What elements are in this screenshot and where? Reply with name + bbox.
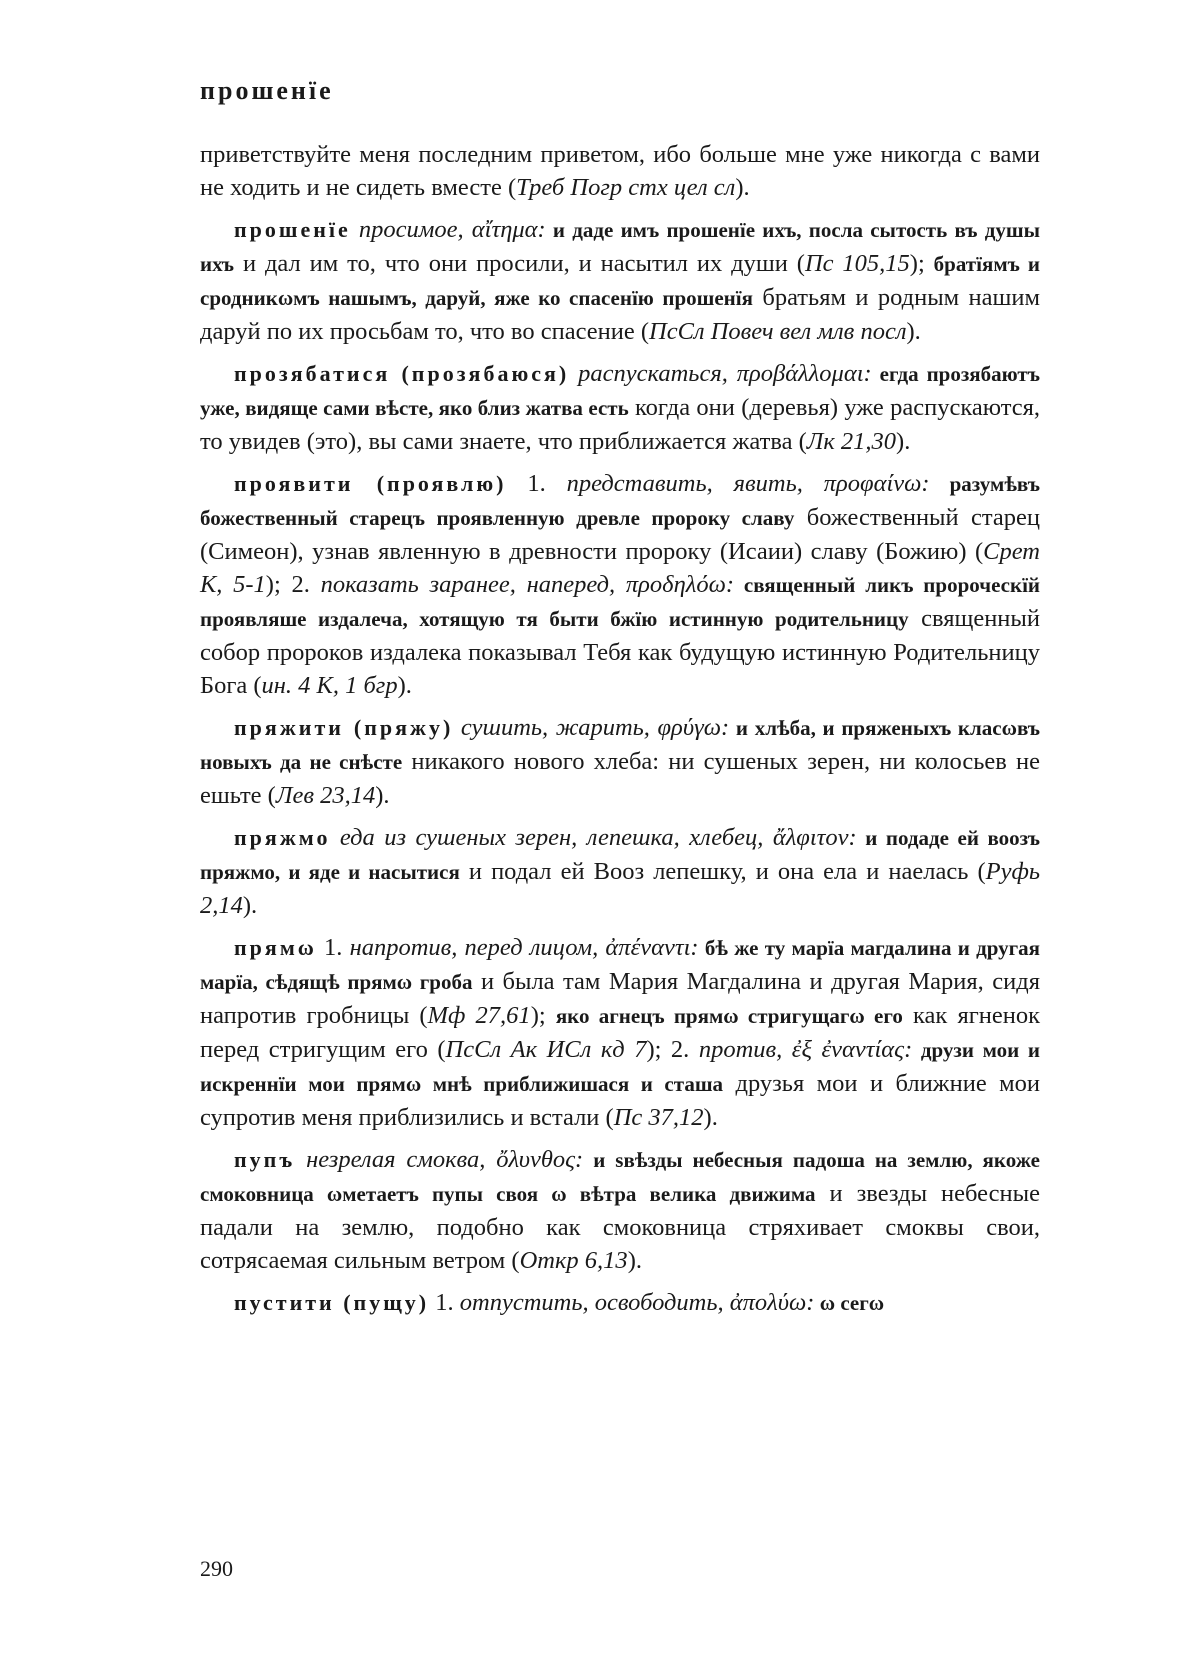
translation-text: ); [909,250,934,277]
church-slavonic-text: священный ликъ пророческїй проявляше издалеча, хотящую тя быти бжїю истинную родительницу [200,573,1040,631]
translation-text: братьям и родным нашим даруй по их просьбам то, что во спасение ( [200,284,1040,345]
italic-text: Лев 23,14 [275,782,376,809]
church-slavonic-text: и ѕвѣзды небесныя падоша на землю, якоже смоковница ωметаетъ пупы своя ω вѣтра велика движима [200,1148,1040,1206]
translation-text: и звезды небесные падали на землю, подобно как смоковница стряхивает смоквы свои, сотрясаемая сильным ветром ( [200,1180,1040,1274]
translation-text: и была там Мария Магдалина и другая Мария, сидя напротив гробницы ( [200,968,1040,1029]
translation-text: приветствуйте меня последним приветом, ибо больше мне уже никогда с вами не ходить и не сидеть вместе ( [200,141,1040,201]
translation-text [453,714,461,741]
translation-text: ). [896,428,911,455]
translation-text: ); 2. [265,571,321,598]
translation-text: друзья мои и ближние мои супротив меня приблизились и встали ( [200,1070,1040,1131]
translation-text: и подал ей Вооз лепешку, и она ела и наелась ( [459,858,986,885]
translation-text: и дал им то, что они просили, и насытил их души ( [234,250,805,277]
italic-text: против, ἐξ ἐναντίας: [698,1036,913,1063]
dictionary-entry [200,1143,1040,1277]
italic-text: незрелая смоква, ὄλυνθος: [306,1146,584,1173]
dictionary-entry [200,138,1040,204]
headword: прозябатися (прозябаюся) [234,361,570,386]
dictionary-entry [200,213,1040,348]
translation-text: ). [906,318,921,345]
italic-text: сушить, жарить, φρύγω: [460,714,730,741]
italic-text: Руфь 2,14 [200,858,1040,919]
church-slavonic-text: братїямъ и сродникωмъ нашымъ, даруй, яже ко спасенїю прошенїя [200,252,1040,310]
church-slavonic-text: друзи мои и искреннїи мои прямω мнѣ приближишася и сташа [200,1038,1040,1096]
italic-text: ПсСл Повеч вел млв посл [649,318,907,345]
translation-text [569,360,578,387]
italic-text: Срет К, 5-1 [200,538,1040,598]
translation-text [295,1146,306,1173]
church-slavonic-text: и хлѣба, и пряженыхъ класωвъ новыхъ да не снѣсте [200,716,1040,774]
italic-text: Лк 21,30 [806,428,897,455]
translation-text: ). [375,782,390,809]
headword: пряжмо [234,825,331,850]
dictionary-entry [200,711,1040,812]
church-slavonic-text: разумѣвъ божественный старецъ проявленную древле пророку славу [200,472,1040,530]
dictionary-entry [200,821,1040,922]
headword: прямω [234,935,317,960]
translation-text: как ягненок перед стригущим его ( [200,1002,1041,1063]
translation-text: ). [627,1247,642,1274]
translation-text: ). [242,892,258,919]
translation-text: 1. [506,470,567,497]
italic-text: отпустить, освободить, ἀπολύω: [459,1289,815,1316]
italic-text: еда из сушеных зерен, лепешка, хлебец, ἄλφιτον: [339,824,857,851]
translation-text [351,216,359,243]
italic-text: Треб Погр стх цел сл [516,174,736,201]
translation-text: ). [397,672,412,699]
headword: пряжити (пряжу) [234,715,454,740]
translation-text: ); 2. [646,1036,699,1063]
italic-text: напротив, перед лицом, ἀπέναντι: [349,934,699,961]
italic-text: показать заранее, наперед, προδηλόω: [320,571,735,598]
italic-text: просимое, αἴτημα: [358,216,546,243]
headword: пупъ [234,1147,296,1172]
church-slavonic-text: и даде имъ прошенїе ихъ, посла сытость въ душы ихъ [200,218,1040,276]
translation-text [330,824,339,851]
translation-text: ). [735,174,750,201]
dictionary-entry [200,931,1040,1134]
translation-text: божественный старец (Симеон), узнав явленную в древности пророку (Исаии) славу (Божию) ( [200,504,1040,565]
church-slavonic-text: яко агнецъ прямω стригущагω его [555,1004,903,1028]
dictionary-entry [200,467,1040,702]
italic-text: ин. 4 К, 1 бгр [261,672,398,699]
translation-text: 1. [429,1289,460,1316]
headword: проявити (проявлю) [234,471,507,496]
translation-text: никакого нового хлеба: ни сушеных зерен, ни колосьев не ешьте ( [200,748,1041,809]
entry-list [200,138,1040,1329]
translation-text: ); [530,1002,556,1029]
page-number: 290 [200,1556,233,1581]
running-head: прошенїе [200,76,334,105]
church-slavonic-text: ω сегω [814,1291,885,1315]
church-slavonic-text: егда прозябаютъ уже, видяще сами вѣсте, яко близ жатва есть [200,362,1040,420]
italic-text: представить, явить, προφαίνω: [566,470,930,497]
translation-text: когда они (деревья) уже распускаются, то увидев (это), вы сами знаете, что приближается жатва ( [200,394,1040,455]
translation-text: священный собор пророков издалека показывал Тебя как будущую истинную Родительницу Бога ( [200,605,1040,699]
dictionary-entry [200,1286,1040,1320]
italic-text: ПсСл Ак ИСл кд 7 [445,1036,647,1063]
headword: прошенїе [234,217,351,242]
translation-text: 1. [316,934,350,961]
italic-text: Пс 105,15 [804,250,910,277]
headword: пустити (пущу) [234,1290,430,1315]
italic-text: Пс 37,12 [613,1104,704,1131]
church-slavonic-text: и подаде ей воозъ пряжмо, и яде и насытися [200,826,1040,884]
dictionary-entry [200,357,1040,458]
italic-text: Откр 6,13 [519,1247,628,1274]
translation-text: ). [703,1104,718,1131]
italic-text: Мф 27,61 [427,1002,531,1029]
church-slavonic-text: бѣ же ту марїа магдалина и другая марїа, сѣдящѣ прямω гроба [200,936,1040,994]
italic-text: распускаться, προβάλλομαι: [578,360,872,387]
